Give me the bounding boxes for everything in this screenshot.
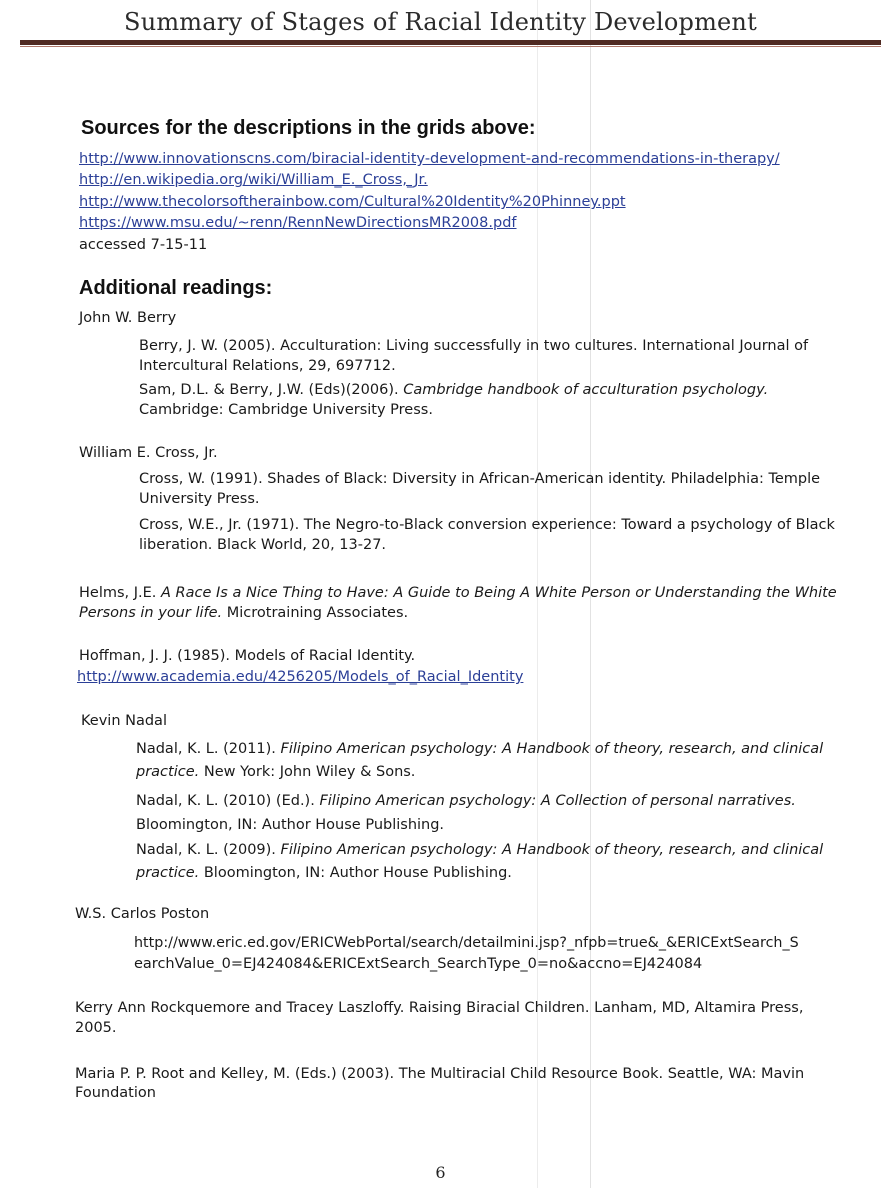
reference-text: New York: John Wiley & Sons. xyxy=(199,764,416,780)
reference-italic: Filipino American psychology: A Collection of personal narratives. xyxy=(319,793,796,809)
reference-line: Bloomington, IN: Author House Publishing. xyxy=(136,817,445,833)
reference-line: Hoffman, J. J. (1985). Models of Racial Identity. xyxy=(79,648,416,664)
page-title: Summary of Stages of Racial Identity Development xyxy=(124,8,757,36)
author-name: W.S. Carlos Poston xyxy=(75,906,210,922)
reference-italic: Cambridge handbook of acculturation psychology. xyxy=(403,382,769,398)
source-link[interactable]: http://www.innovationscns.com/biracial-identity-development-and-recommendations-in-therapy/ xyxy=(79,151,780,167)
author-name: Kevin Nadal xyxy=(81,713,167,729)
reference-line: University Press. xyxy=(139,491,260,507)
reference-line: http://www.eric.ed.gov/ERICWebPortal/search/detailmini.jsp?_nfpb=true&_&ERICExtSearch_S xyxy=(134,935,799,951)
accessed-date: accessed 7-15-11 xyxy=(79,237,208,253)
sources-heading: Sources for the descriptions in the grids above: xyxy=(81,117,536,139)
title-rule-thin xyxy=(20,46,881,47)
reference-text: Bloomington, IN: Author House Publishing. xyxy=(199,865,512,881)
reference-line: Maria P. P. Root and Kelley, M. (Eds.) (2003). The Multiracial Child Resource Book. Seattle, WA: Mavin xyxy=(75,1066,805,1082)
reference-text: Helms, J.E. xyxy=(79,585,162,601)
reference-line: Cross, W. (1991). Shades of Black: Diversity in African-American identity. Philadelphia: Temple xyxy=(139,471,821,487)
reference-link[interactable]: http://www.academia.edu/4256205/Models_of_Racial_Identity xyxy=(77,669,524,685)
reference-text: Nadal, K. L. (2009). xyxy=(136,842,281,858)
reference-line: Cross, W.E., Jr. (1971). The Negro-to-Black conversion experience: Toward a psychology of Black xyxy=(139,517,835,533)
reference-italic: practice. xyxy=(136,764,200,780)
readings-heading: Additional readings: xyxy=(79,277,273,299)
reference-line: Foundation xyxy=(75,1085,156,1101)
reference-line: 2005. xyxy=(75,1020,117,1036)
reference-line xyxy=(136,762,415,782)
reference-text: Nadal, K. L. (2011). xyxy=(136,741,281,757)
author-name: William E. Cross, Jr. xyxy=(79,445,218,461)
reference-italic: Filipino American psychology: A Handbook of theory, research, and clinical xyxy=(280,842,824,858)
reference-line: Intercultural Relations, 29, 697712. xyxy=(139,358,396,374)
reference-text: Nadal, K. L. (2010) (Ed.). xyxy=(136,793,320,809)
reference-text: Microtraining Associates. xyxy=(222,605,409,621)
reference-line: Kerry Ann Rockquemore and Tracey Laszloffy. Raising Biracial Children. Lanham, MD, Altamira Press, xyxy=(75,1000,804,1016)
reference-line: Cambridge: Cambridge University Press. xyxy=(139,402,433,418)
reference-line xyxy=(136,863,512,883)
reference-italic: Persons in your life. xyxy=(79,605,223,621)
title-rule xyxy=(20,40,881,45)
reference-italic: practice. xyxy=(136,865,200,881)
source-link[interactable]: http://www.thecolorsoftherainbow.com/Cultural%20Identity%20Phinney.ppt xyxy=(79,194,626,210)
reference-line: Berry, J. W. (2005). Acculturation: Living successfully in two cultures. International Journal of xyxy=(139,338,809,354)
page-number: 6 xyxy=(435,1163,446,1182)
reference-line xyxy=(136,840,823,860)
source-link[interactable]: https://www.msu.edu/~renn/RennNewDirectionsMR2008.pdf xyxy=(79,215,517,231)
reference-line: liberation. Black World, 20, 13-27. xyxy=(139,537,387,553)
author-name: John W. Berry xyxy=(79,310,177,326)
reference-italic: Filipino American psychology: A Handbook of theory, research, and clinical xyxy=(280,741,824,757)
reference-line xyxy=(79,603,408,623)
reference-line xyxy=(136,791,796,811)
reference-text: Sam, D.L. & Berry, J.W. (Eds)(2006). xyxy=(139,382,404,398)
reference-line xyxy=(139,380,768,400)
reference-line: earchValue_0=EJ424084&ERICExtSearch_SearchType_0=no&accno=EJ424084 xyxy=(134,956,703,972)
source-link[interactable]: http://en.wikipedia.org/wiki/William_E._Cross,_Jr. xyxy=(79,172,428,188)
reference-line xyxy=(79,583,837,603)
reference-italic: A Race Is a Nice Thing to Have: A Guide to Being A White Person or Understanding the White xyxy=(161,585,837,601)
reference-line xyxy=(136,739,823,759)
